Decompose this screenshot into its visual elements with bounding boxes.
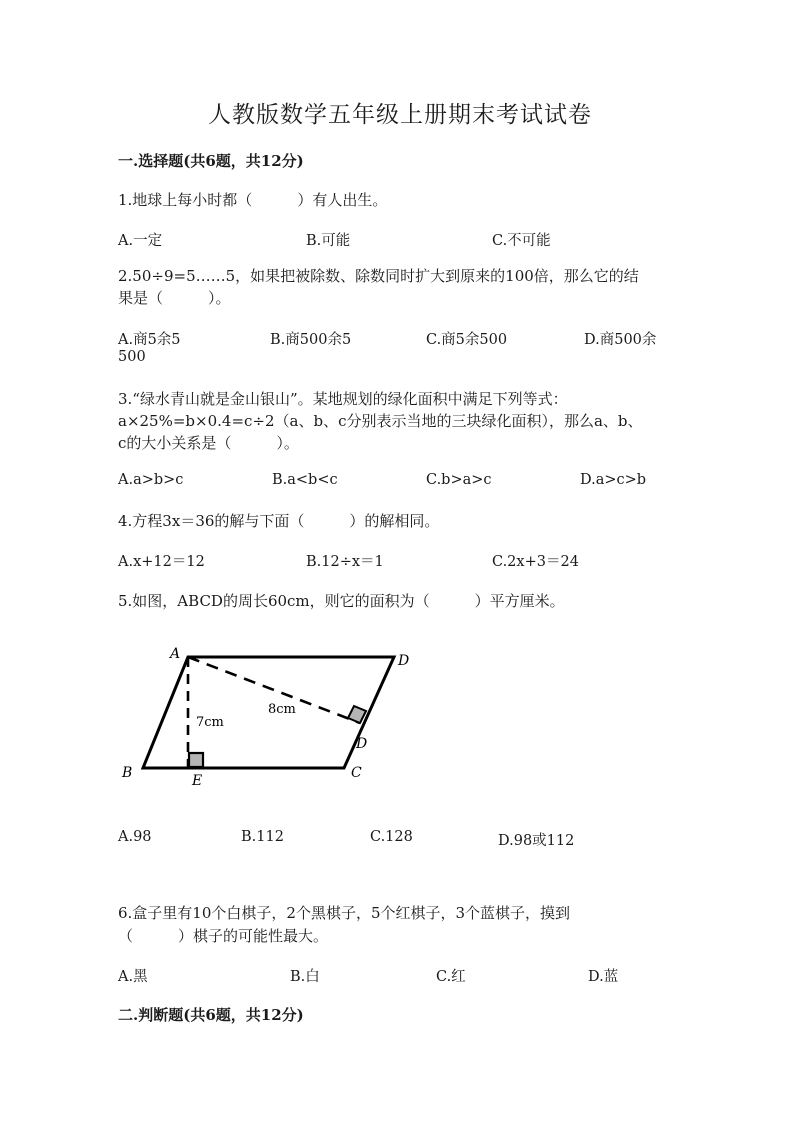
question-2-stem-line-2: 果是（ ）。 (118, 289, 231, 307)
q5-option-b: B.112 (241, 829, 284, 845)
q4-option-a: A.x+12＝12 (118, 554, 205, 570)
foot-label-d: D (356, 736, 368, 752)
question-3-stem-line-2: a×25%=b×0.4=c÷2（a、b、c分别表示当地的三块绿化面积），那么a、b、 (118, 412, 643, 430)
q6-option-c: C.红 (436, 969, 466, 985)
q6-option-d: D.蓝 (588, 969, 619, 985)
q4-option-c: C.2x+3＝24 (492, 554, 579, 570)
q2-option-d-wrap: 500 (118, 349, 146, 365)
right-angle-mark-e (189, 753, 203, 767)
q6-option-b: B.白 (290, 969, 320, 985)
height-label-8cm: 8cm (268, 702, 296, 717)
q2-option-c: C.商5余500 (426, 332, 508, 348)
height-label-7cm: 7cm (196, 715, 224, 730)
foot-label-e: E (192, 773, 203, 789)
question-2-stem-line-1: 2.50÷9=5……5，如果把被除数、除数同时扩大到原来的100倍，那么它的结 (118, 267, 639, 285)
q5-option-d: D.98或112 (498, 833, 575, 849)
parallelogram-figure (110, 635, 440, 795)
q2-option-a: A.商5余5 (118, 332, 181, 348)
q3-option-c: C.b>a>c (426, 472, 492, 488)
q3-option-b: B.a<b<c (272, 472, 338, 488)
question-1-stem: 1.地球上每小时都（ ）有人出生。 (118, 191, 388, 209)
vertex-label-d: D (398, 653, 410, 669)
vertex-label-a: A (170, 646, 181, 662)
section-heading-choice: 一.选择题(共6题，共12分) (118, 152, 304, 170)
q6-option-a: A.黑 (118, 969, 148, 985)
question-5-stem: 5.如图，ABCD的周长60cm，则它的面积为（ ）平方厘米。 (118, 592, 565, 610)
q3-option-a: A.a>b>c (118, 472, 184, 488)
question-6-stem-line-2: （ ）棋子的可能性最大。 (118, 927, 329, 945)
q2-option-b: B.商500余5 (270, 332, 352, 348)
q2-option-d: D.商500余 (584, 332, 657, 348)
q1-option-b: B.可能 (306, 233, 351, 249)
q5-option-c: C.128 (370, 829, 413, 845)
question-3-stem-line-3: c的大小关系是（ ）。 (118, 434, 299, 452)
q1-option-c: C.不可能 (492, 233, 551, 249)
question-3-stem-line-1: 3.“绿水青山就是金山银山”。某地规划的绿化面积中满足下列等式： (118, 390, 568, 408)
question-4-stem: 4.方程3x＝36的解与下面（ ）的解相同。 (118, 512, 440, 530)
q4-option-b: B.12÷x＝1 (306, 554, 384, 570)
q1-option-a: A.一定 (118, 233, 163, 249)
vertex-label-b: B (122, 765, 133, 781)
vertex-label-c: C (351, 765, 362, 781)
q3-option-d: D.a>c>b (580, 472, 647, 488)
q5-option-a: A.98 (118, 829, 152, 845)
right-angle-mark-d (348, 706, 366, 723)
page-title: 人教版数学五年级上册期末考试试卷 (208, 102, 592, 128)
question-6-stem-line-1: 6.盒子里有10个白棋子，2个黑棋子，5个红棋子，3个蓝棋子，摸到 (118, 904, 571, 922)
section-heading-judgement: 二.判断题(共6题，共12分) (118, 1006, 304, 1024)
